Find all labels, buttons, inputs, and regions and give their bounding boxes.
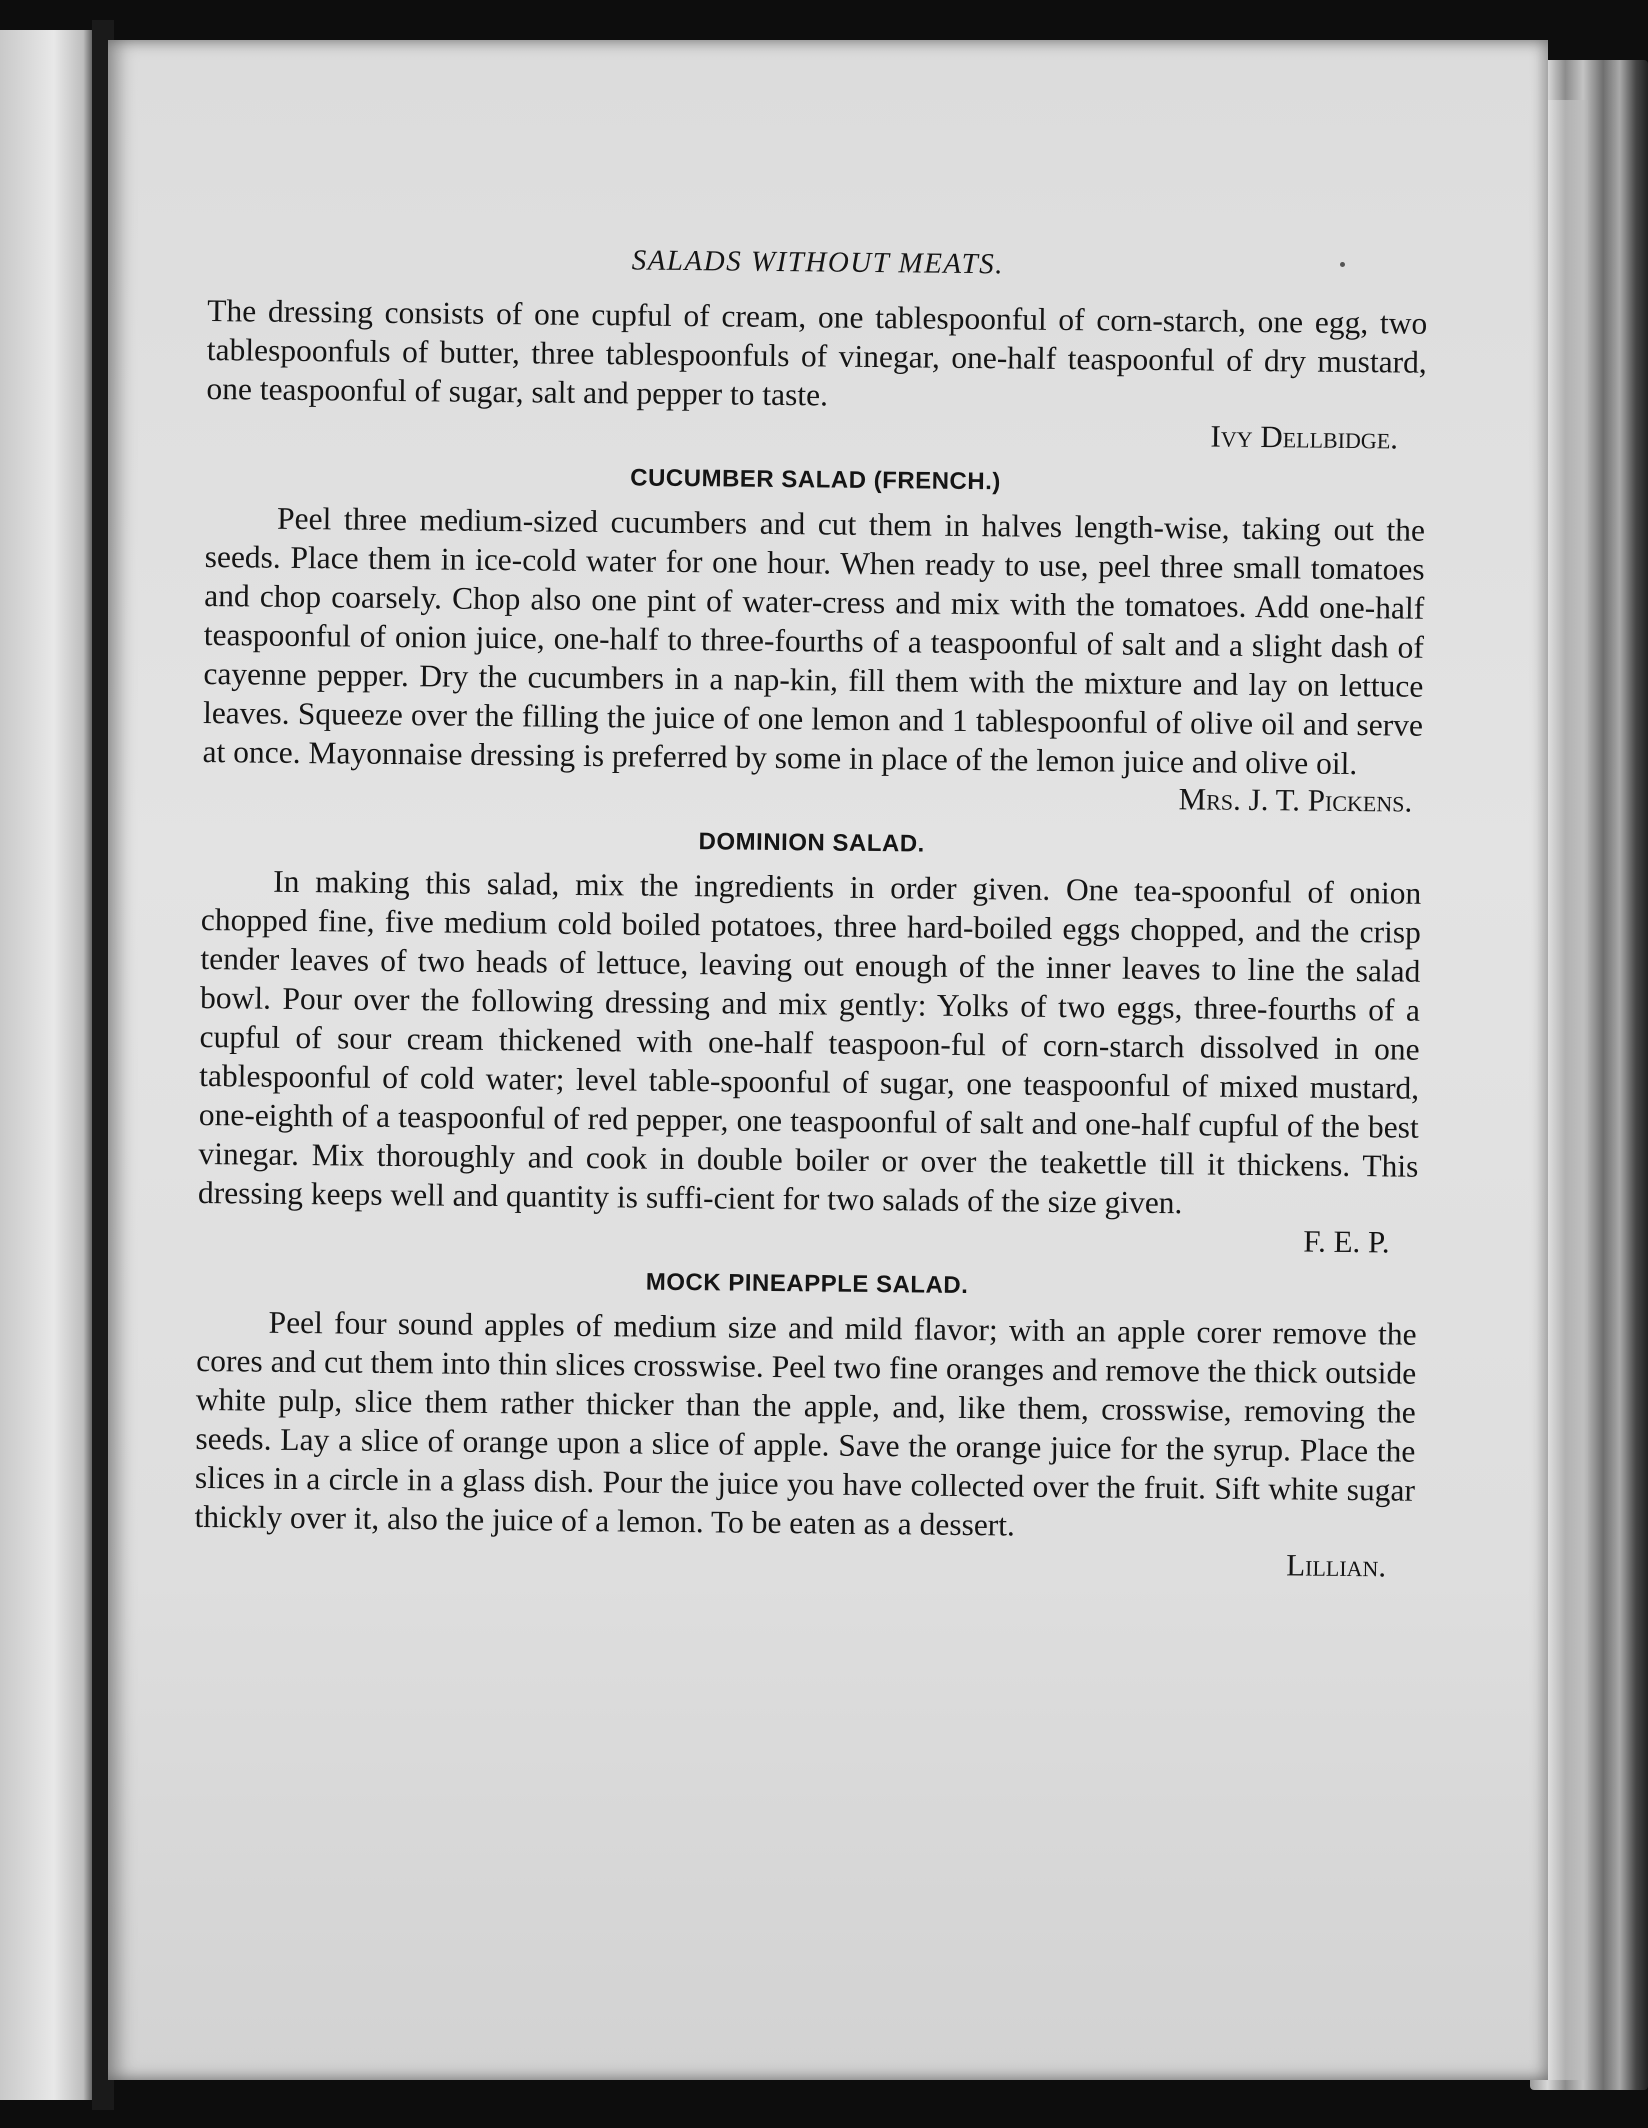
recipe-title: CUCUMBER SALAD (FRENCH.)	[630, 464, 1001, 496]
page-content	[194, 240, 1428, 1585]
recipe-title: MOCK PINEAPPLE SALAD.	[645, 1268, 969, 1300]
book-page	[108, 40, 1548, 2080]
recipe-body: Peel three medium-sized cucumbers and cut them in halves length-wise, taking out the seeds. Place them in ice-cold water for one hour. When ready to use, peel three small tomatoes and chop coarsely. Chop also one pint of water-cress and mix with the tomatoes. Add one-half teaspoonful of onion juice, one-half to three-fourths of a teaspoonful of salt and a slight dash of cayenne pepper. Dry the cucumbers in a nap-kin, fill them with the mixture and lay on lettuce leaves. Squeeze over the filling the juice of one lemon and 1 tablespoonful of olive oil and serve at once. Mayonnaise dressing is preferred by some in place of the lemon juice and olive oil.	[202, 500, 1426, 782]
recipe-cucumber-salad	[202, 460, 1426, 820]
intro-paragraph: The dressing consists of one cupful of cream, one tablespoonful of corn-starch, one egg, two tablespoonfuls of butter, three tablespoonfuls of vinegar, one-half teaspoonful of dry mustard, one teaspoonful of sugar, salt and pepper to taste.	[206, 292, 1428, 413]
recipe-mock-pineapple-salad	[194, 1264, 1417, 1585]
intro-block	[206, 291, 1428, 457]
recipe-author: F. E. P.	[1303, 1223, 1390, 1260]
page-stack-edge	[1548, 100, 1588, 2080]
recipe-body: In making this salad, mix the ingredients in order given. One tea-spoonful of onion chopped fine, five medium cold boiled potatoes, three hard-boiled eggs chopped, and the crisp tender leaves of two heads of lettuce, leaving out enough of the inner leaves to line the salad bowl. Pour over the following dressing and mix gently: Yolks of two eggs, three-fourths of a cupful of sour cream thickened with one-half teaspoon-ful of corn-starch dissolved in one tablespoonful of cold water; level table-spoonful of sugar, one teaspoonful of mixed mustard, one-eighth of a teaspoonful of red pepper, one teaspoonful of salt and one-half cupful of the best vinegar. Mix thoroughly and cook in double boiler or over the teakettle till it thickens. This dressing keeps well and quantity is suffi-cient for two salads of the size given.	[197, 863, 1422, 1221]
recipe-title: DOMINION SALAD.	[698, 828, 925, 858]
running-head: SALADS WITHOUT MEATS.	[631, 244, 1005, 281]
intro-author: Ivy Dellbidge.	[1210, 418, 1399, 456]
recipe-author: Lillian.	[1286, 1547, 1387, 1584]
recipe-author: Mrs. J. T. Pickens.	[1178, 781, 1413, 819]
left-page-edge	[0, 30, 98, 2100]
recipe-body: Peel four sound apples of medium size and mild flavor; with an apple corer remove the cores and cut them into thin slices crosswise. Peel two fine oranges and remove the thick outside white pulp, slice them rather thicker than the apple, and, like them, crosswise, removing the seeds. Lay a slice of orange upon a slice of apple. Save the orange juice for the syrup. Place the slices in a circle in a glass dish. Pour the juice you have collected over the fruit. Sift white sugar thickly over it, also the juice of a lemon. To be eaten as a dessert.	[194, 1304, 1417, 1543]
recipe-dominion-salad	[197, 823, 1421, 1261]
